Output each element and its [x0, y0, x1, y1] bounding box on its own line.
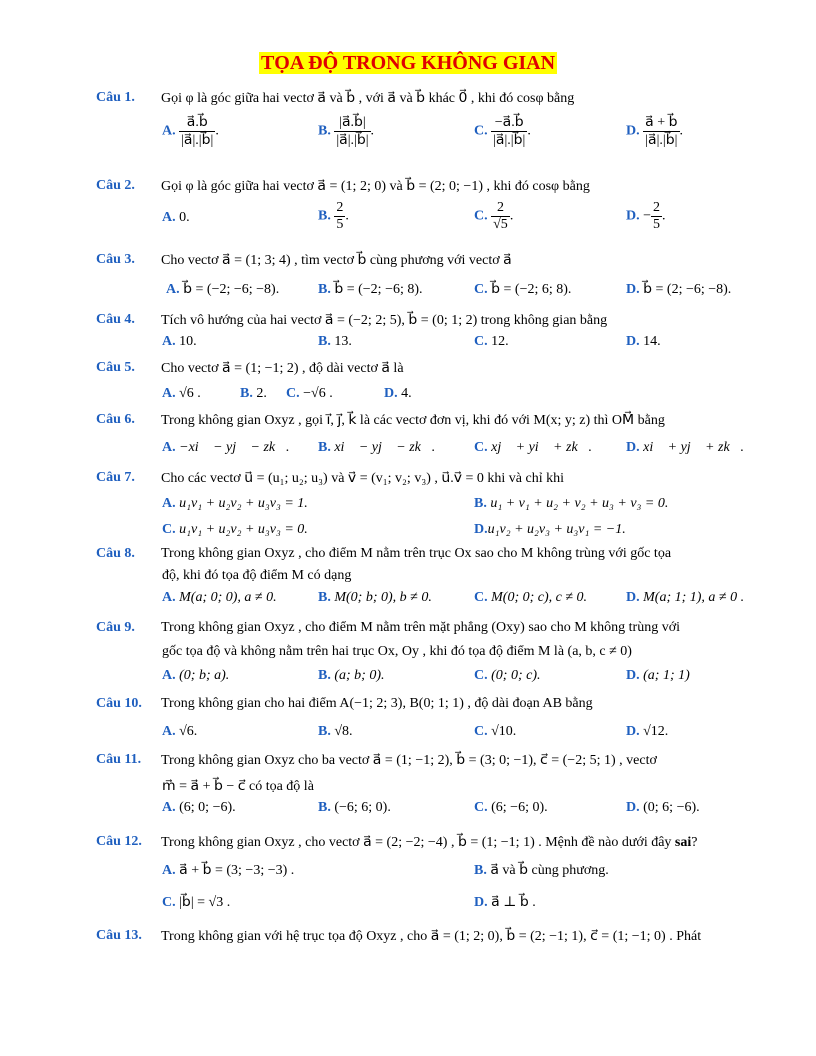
option-d: D. M(a; 1; 1), a ≠ 0 .: [626, 590, 745, 605]
option-c: C. b⃗ = (−2; 6; 8).: [474, 282, 572, 297]
option-c: C. (0; 0; c).: [474, 668, 541, 683]
option-a: A. √6 .: [162, 386, 201, 401]
option-a: A. $\frac{a⃗.b⃗}{|a⃗|.|b⃗|}$ .: [162, 115, 219, 148]
option-b: B. u₁ + v₁ + u₂ + v₂ + u₃ + v₃ = 0.: [474, 496, 669, 511]
question-text: Trong không gian với hệ trục tọa độ Oxyz , cho a⃗ = (1; 2; 0), b⃗ = (2; −1; 1), c⃗ = (1; −1; 0) . Phát: [161, 929, 702, 944]
question-text: Cho các vectơ u⃗ = (u₁; u₂; u₃) và v⃗ = (v₁; v₂; v₃) , u⃗.v⃗ = 0 khi và chỉ khi: [161, 471, 565, 486]
question-text: Trong không gian Oxyz , cho vectơ a⃗ = (2; −2; −4) , b⃗ = (1; −1; 1) . Mệnh đề nào dưới đây sai?: [161, 835, 698, 850]
question-text: Gọi φ là góc giữa hai vectơ a⃗ = (1; 2; 0) và b⃗ = (2; 0; −1) , khi đó cosφ bằng: [161, 179, 590, 194]
option-a: A. √6.: [162, 724, 198, 739]
option-c: C. u₁v₁ + u₂v₂ + u₃v₃ = 0.: [162, 522, 308, 537]
question-number: Câu 4.: [96, 312, 135, 327]
question-text: Trong không gian Oxyz , cho điểm M nằm trên trục Ox sao cho M không trùng với gốc tọa: [161, 546, 672, 561]
option-d: D.u₁v₂ + u₂v₃ + u₃v₁ = −1.: [474, 522, 626, 537]
option-c: C. M(0; 0; c), c ≠ 0.: [474, 590, 588, 605]
question-text-continued: m⃗ = a⃗ + b⃗ − c⃗ có tọa độ là: [162, 779, 314, 794]
question-number: Câu 1.: [96, 90, 135, 105]
question-number: Câu 9.: [96, 620, 135, 635]
question-number: Câu 5.: [96, 360, 135, 375]
option-b: B. 2.: [240, 386, 267, 401]
option-b: B. (−6; 6; 0).: [318, 800, 391, 815]
option-a: A. b⃗ = (−2; −6; −8).: [166, 282, 280, 297]
option-c: C. √10.: [474, 724, 517, 739]
option-d: D. √12.: [626, 724, 669, 739]
option-d: D. b⃗ = (2; −6; −8).: [626, 282, 732, 297]
option-d: D. xi⃗ + yj⃗ + zk⃗.: [626, 440, 745, 455]
option-c: C. xj⃗ + yi⃗ + zk⃗.: [474, 440, 593, 455]
question-number: Câu 12.: [96, 834, 142, 849]
option-b: B. 13.: [318, 334, 352, 349]
question-text: Trong không gian Oxyz cho ba vectơ a⃗ = (1; −1; 2), b⃗ = (3; 0; −1), c⃗ = (−2; 5; 1) , vectơ: [161, 753, 657, 768]
option-b: B. a⃗ và b⃗ cùng phương.: [474, 863, 609, 878]
option-d: D. $\frac{a⃗ + b⃗}{|a⃗|.|b⃗|}$ .: [626, 115, 683, 148]
question-text: Gọi φ là góc giữa hai vectơ a⃗ và b⃗ , với a⃗ và b⃗ khác 0⃗ , khi đó cosφ bằng: [161, 91, 575, 106]
option-d: D. 4.: [384, 386, 412, 401]
option-b: B. b⃗ = (−2; −6; 8).: [318, 282, 423, 297]
option-c: C. −√6 .: [286, 386, 333, 401]
question-number: Câu 10.: [96, 696, 142, 711]
question-number: Câu 6.: [96, 412, 135, 427]
question-number: Câu 11.: [96, 752, 142, 767]
option-d: D. 14.: [626, 334, 661, 349]
question-text: Cho vectơ a⃗ = (1; −1; 2) , độ dài vectơ a⃗ là: [161, 361, 404, 376]
question-text: Trong không gian Oxyz , gọi i⃗, j⃗, k⃗ là các vectơ đơn vị, khi đó với M(x; y; z) thì OM⃗ bằng: [161, 413, 665, 428]
option-d: D. − $\frac{2}{5}$ .: [626, 200, 666, 232]
question-number: Câu 7.: [96, 470, 135, 485]
question-text-continued: gốc tọa độ và không nằm trên hai trục Ox, Oy , khi đó tọa độ điểm M là (a, b, c ≠ 0): [162, 644, 632, 659]
option-b: B. $\frac{2}{5}$ .: [318, 200, 349, 232]
option-c: C. |b⃗| = √3 .: [162, 895, 231, 910]
question-number: Câu 3.: [96, 252, 135, 267]
option-a: A. 0.: [162, 210, 190, 225]
question-text: Cho vectơ a⃗ = (1; 3; 4) , tìm vectơ b⃗ cùng phương với vectơ a⃗: [161, 253, 512, 268]
option-b: B. M(0; b; 0), b ≠ 0.: [318, 590, 432, 605]
question-text: Trong không gian Oxyz , cho điểm M nằm trên mặt phẳng (Oxy) sao cho M không trùng với: [161, 620, 680, 635]
option-b: B. xi⃗ − yj⃗ − zk⃗.: [318, 440, 436, 455]
option-a: A. (6; 0; −6).: [162, 800, 236, 815]
option-d: D. (a; 1; 1): [626, 668, 690, 683]
question-number: Câu 13.: [96, 928, 142, 943]
question-text-continued: độ, khi đó tọa độ điểm M có dạng: [162, 568, 352, 583]
option-b: B. $\frac{|a⃗.b⃗|}{|a⃗|.|b⃗|}$ .: [318, 115, 375, 148]
option-c: C. (6; −6; 0).: [474, 800, 548, 815]
option-a: A. a⃗ + b⃗ = (3; −3; −3) .: [162, 863, 295, 878]
option-d: D. a⃗ ⊥ b⃗ .: [474, 895, 536, 910]
page-title: TỌA ĐỘ TRONG KHÔNG GIAN: [260, 52, 556, 74]
option-a: A. −xi⃗ − yj⃗ − zk⃗.: [162, 440, 290, 455]
option-c: C. $\frac{-a⃗.b⃗}{|a⃗|.|b⃗|}$ .: [474, 115, 531, 148]
option-d: D. (0; 6; −6).: [626, 800, 700, 815]
option-c: C. $\frac{2}{√5}$ .: [474, 200, 514, 232]
option-a: A. 10.: [162, 334, 197, 349]
option-c: C. 12.: [474, 334, 509, 349]
option-a: A. M(a; 0; 0), a ≠ 0.: [162, 590, 277, 605]
question-number: Câu 8.: [96, 546, 135, 561]
option-a: A. (0; b; a).: [162, 668, 230, 683]
option-b: B. √8.: [318, 724, 353, 739]
option-a: A. u₁v₁ + u₂v₂ + u₃v₃ = 1.: [162, 496, 308, 511]
question-text: Tích vô hướng của hai vectơ a⃗ = (−2; 2; 5), b⃗ = (0; 1; 2) trong không gian bằng: [161, 313, 608, 328]
question-number: Câu 2.: [96, 178, 135, 193]
option-b: B. (a; b; 0).: [318, 668, 385, 683]
question-text: Trong không gian cho hai điểm A(−1; 2; 3), B(0; 1; 1) , độ dài đoạn AB bằng: [161, 696, 593, 711]
